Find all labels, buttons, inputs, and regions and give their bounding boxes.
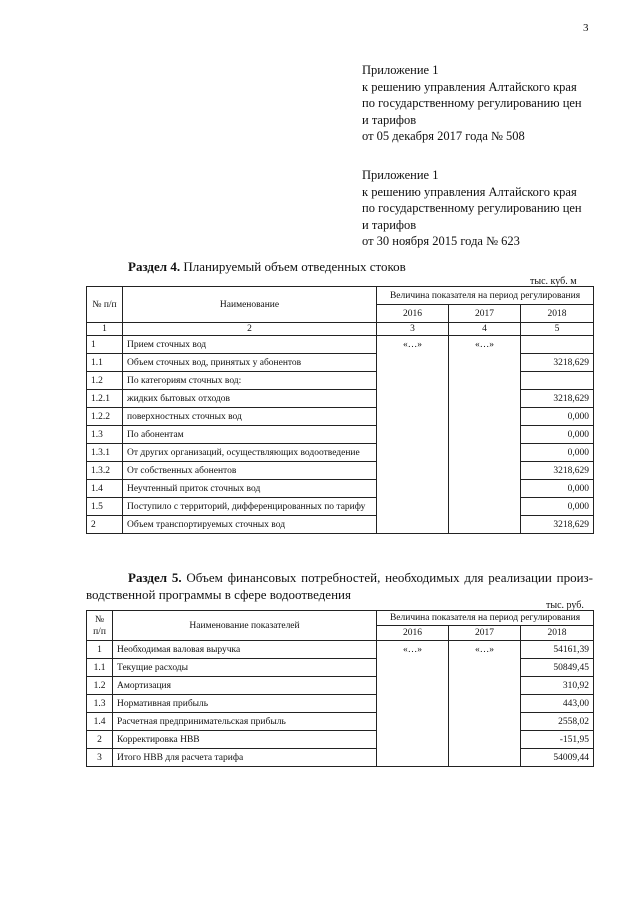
row-name: По абонентам <box>123 426 377 444</box>
appendix-line: по государственному регулированию цен <box>362 201 582 215</box>
row-num: 1.2.2 <box>87 408 123 426</box>
header-period: Величина показателя на период регулирования <box>377 287 594 305</box>
value-2017: «…» <box>449 336 521 354</box>
appendix-line: по государственному регулированию цен <box>362 96 582 110</box>
row-num: 1.2.1 <box>87 390 123 408</box>
appendix-line: и тарифов <box>362 217 417 232</box>
section5-heading <box>86 569 593 603</box>
section5-table <box>86 610 594 767</box>
col-number: 5 <box>521 323 594 336</box>
table-row <box>87 408 594 426</box>
value-2018: 0,000 <box>521 408 594 426</box>
table-row <box>87 516 594 534</box>
col-number: 2 <box>123 323 377 336</box>
row-num: 1.3.1 <box>87 444 123 462</box>
table-row <box>87 677 594 695</box>
value-2018: 3218,629 <box>521 354 594 372</box>
row-name: От собственных абонентов <box>123 462 377 480</box>
row-num: 1.3 <box>87 426 123 444</box>
value-2018: 3218,629 <box>521 462 594 480</box>
value-2018: 3218,629 <box>521 390 594 408</box>
value-2018: 310,92 <box>521 677 594 695</box>
row-num: 2 <box>87 731 113 749</box>
appendix-line: от 30 ноября 2015 года № 623 <box>362 234 520 248</box>
row-num: 1.4 <box>87 713 113 731</box>
header-year: 2017 <box>449 626 521 641</box>
section4-table <box>86 286 594 534</box>
section4-label: Раздел 4. <box>128 259 181 274</box>
appendix-line: к решению управления Алтайского края <box>362 79 577 94</box>
table-row <box>87 354 594 372</box>
col-number: 3 <box>377 323 449 336</box>
row-name: Поступило с территорий, дифференцированных по тарифу <box>123 498 377 516</box>
value-2017: «…» <box>449 641 521 659</box>
header-name: Наименование <box>123 287 377 323</box>
section5-unit: тыс. руб. <box>546 600 584 611</box>
appendix-line: от 05 декабря 2017 года № 508 <box>362 129 525 143</box>
table-row <box>87 498 594 516</box>
row-name: Нормативная прибыль <box>113 695 377 713</box>
value-2018: 54009,44 <box>521 749 594 767</box>
row-num: 1.2 <box>87 677 113 695</box>
row-name: Итого НВВ для расчета тарифа <box>113 749 377 767</box>
row-name: Неучтенный приток сточных вод <box>123 480 377 498</box>
table-row <box>87 695 594 713</box>
col-number: 1 <box>87 323 123 336</box>
col-number: 4 <box>449 323 521 336</box>
row-name: Амортизация <box>113 677 377 695</box>
row-num: 1.5 <box>87 498 123 516</box>
row-name: По категориям сточных вод: <box>123 372 377 390</box>
appendix-line: Приложение 1 <box>362 63 439 77</box>
table-row <box>87 641 594 659</box>
row-num: 3 <box>87 749 113 767</box>
appendix-line: Приложение 1 <box>362 168 439 182</box>
value-2018: 54161,39 <box>521 641 594 659</box>
row-num: 1.2 <box>87 372 123 390</box>
table-row <box>87 426 594 444</box>
table-row <box>87 444 594 462</box>
value-2018: 50849,45 <box>521 659 594 677</box>
row-num: 2 <box>87 516 123 534</box>
row-name: Объем транспортируемых сточных вод <box>123 516 377 534</box>
row-num: 1 <box>87 641 113 659</box>
value-2018: 0,000 <box>521 426 594 444</box>
header-num: № п/п <box>87 611 113 641</box>
table-row <box>87 713 594 731</box>
section5-label: Раздел 5. <box>128 570 182 585</box>
appendix-line: к решению управления Алтайского края <box>362 184 577 199</box>
row-num: 1.1 <box>87 659 113 677</box>
appendix-line: и тарифов <box>362 112 417 127</box>
table-row <box>87 336 594 354</box>
row-num: 1 <box>87 336 123 354</box>
row-num: 1.3 <box>87 695 113 713</box>
table-row <box>87 480 594 498</box>
page-number: 3 <box>583 22 589 34</box>
header-num: № п/п <box>87 287 123 323</box>
row-name: жидких бытовых отходов <box>123 390 377 408</box>
header-year: 2016 <box>377 305 449 323</box>
value-2018: 3218,629 <box>521 516 594 534</box>
header-year: 2018 <box>521 626 594 641</box>
header-period: Величина показателя на период регулирования <box>377 611 594 626</box>
value-2018: 0,000 <box>521 444 594 462</box>
value-2016: «…» <box>377 641 449 659</box>
row-name: От других организаций, осуществляющих водоотведение <box>123 444 377 462</box>
section5-title-line1: Объем финансовых потребностей, необходимых для реализации произ- <box>186 570 594 585</box>
value-2018: -151,95 <box>521 731 594 749</box>
table-row <box>87 731 594 749</box>
table-row <box>87 372 594 390</box>
appendix-block-new <box>362 62 582 145</box>
value-2018 <box>521 336 594 354</box>
appendix-block-old <box>362 167 582 250</box>
value-2016: «…» <box>377 336 449 354</box>
value-2018: 443,00 <box>521 695 594 713</box>
value-2018: 0,000 <box>521 480 594 498</box>
row-name: Объем сточных вод, принятых у абонентов <box>123 354 377 372</box>
row-name: Корректировка НВВ <box>113 731 377 749</box>
value-2018 <box>521 372 594 390</box>
section5-title-line2: водственной программы в сфере водоотведения <box>86 587 351 602</box>
value-2018: 0,000 <box>521 498 594 516</box>
row-num: 1.1 <box>87 354 123 372</box>
header-year: 2017 <box>449 305 521 323</box>
value-2018: 2558,02 <box>521 713 594 731</box>
row-name: Расчетная предпринимательская прибыль <box>113 713 377 731</box>
table-row <box>87 462 594 480</box>
row-num: 1.3.2 <box>87 462 123 480</box>
row-name: Текущие расходы <box>113 659 377 677</box>
table-row <box>87 749 594 767</box>
row-num: 1.4 <box>87 480 123 498</box>
header-year: 2016 <box>377 626 449 641</box>
section4-title: Планируемый объем отведенных стоков <box>183 259 406 274</box>
row-name: Прием сточных вод <box>123 336 377 354</box>
row-name: поверхностных сточных вод <box>123 408 377 426</box>
header-year: 2018 <box>521 305 594 323</box>
row-name: Необходимая валовая выручка <box>113 641 377 659</box>
header-name: Наименование показателей <box>113 611 377 641</box>
table-row <box>87 659 594 677</box>
section4-heading <box>128 258 406 275</box>
section4-unit: тыс. куб. м <box>530 276 577 287</box>
table-row <box>87 390 594 408</box>
